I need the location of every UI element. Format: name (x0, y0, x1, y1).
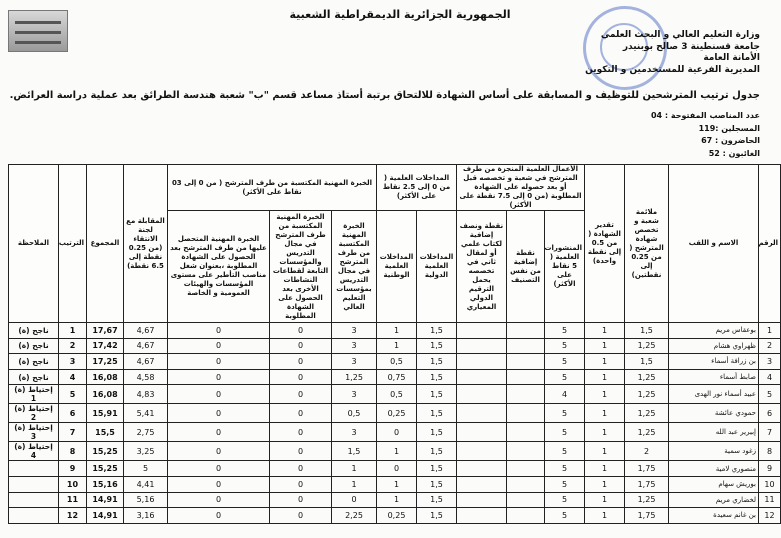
cell-intl: 1,5 (417, 423, 457, 442)
table-row (9, 338, 781, 354)
cell-exp-position: 0 (168, 369, 270, 385)
cell-number: 5 (759, 385, 781, 404)
cell-extra-point (507, 338, 545, 354)
cell-intl: 1,5 (417, 338, 457, 354)
cell-intl: 1,5 (417, 385, 457, 404)
ministry-line: وزارة التعليم العالي و البحث العلمي (600, 30, 760, 40)
cell-total: 16,08 (87, 369, 124, 385)
cell-grade: 1 (585, 508, 625, 524)
cell-book-point (457, 354, 507, 370)
cell-book-point (457, 492, 507, 508)
col-header-works-group: الأعمال العلمية المنجزة من طرف المترشح في شعبة و تخصصه قبل أو بعد حصوله على الشهادة المطلوبة (من 0 إلى 7.5 نقطة على الأكثر) (457, 165, 585, 211)
cell-rank: 12 (59, 508, 87, 524)
cell-interview: 5 (124, 461, 168, 477)
cell-note: إحتياط (ة) 4 (9, 442, 59, 461)
cell-suitability: 1,75 (625, 461, 669, 477)
col-header-interview: المقابلة مع لجنة الانتقاء (من 0.25 نقطة إلى 6.5 نقطة) (124, 165, 168, 323)
cell-name: بوعقاس مريم (669, 323, 759, 339)
cell-intl: 1,5 (417, 323, 457, 339)
cell-interview: 4,67 (124, 338, 168, 354)
cell-book-point (457, 476, 507, 492)
cell-national: 1 (377, 338, 417, 354)
cell-suitability: 1,25 (625, 369, 669, 385)
cell-exp-training: 0 (270, 476, 332, 492)
col-header-rank: الترتيب (59, 165, 87, 323)
cell-publications: 4 (545, 385, 585, 404)
cell-exp-teaching: 1 (332, 476, 377, 492)
cell-exp-teaching: 1,5 (332, 442, 377, 461)
cell-grade: 1 (585, 442, 625, 461)
cell-exp-teaching: 0,5 (332, 404, 377, 423)
cell-extra-point (507, 461, 545, 477)
cell-name: زغود سمية (669, 442, 759, 461)
cell-exp-teaching: 3 (332, 323, 377, 339)
col-header-suitability: ملائمة شعبة و تخصص شهادة المترشح ( من 0.25 إلى نقطتين) (625, 165, 669, 323)
cell-extra-point (507, 423, 545, 442)
institution-header (580, 30, 760, 76)
cell-rank: 4 (59, 369, 87, 385)
cell-total: 15,16 (87, 476, 124, 492)
table-row (9, 461, 781, 477)
cell-book-point (457, 442, 507, 461)
cell-suitability: 1,25 (625, 423, 669, 442)
cell-note (9, 461, 59, 477)
col-header-extra-point: نقطة إضافية من نفس التصنيف (507, 211, 545, 323)
cell-intl: 1,5 (417, 354, 457, 370)
cell-name: ظهراوي هشام (669, 338, 759, 354)
table-row (9, 369, 781, 385)
col-header-grade: تقدير الشهادة ( من 0.5 إلى نقطة واحدة) (585, 165, 625, 323)
cell-intl: 1,5 (417, 404, 457, 423)
cell-interview: 5,41 (124, 404, 168, 423)
cell-exp-position: 0 (168, 442, 270, 461)
cell-exp-position: 0 (168, 492, 270, 508)
cell-suitability: 1,25 (625, 385, 669, 404)
cell-total: 16,08 (87, 385, 124, 404)
cell-exp-position: 0 (168, 508, 270, 524)
cell-interview: 4,67 (124, 323, 168, 339)
cell-interview: 3,16 (124, 508, 168, 524)
cell-rank: 5 (59, 385, 87, 404)
cell-note (9, 508, 59, 524)
cell-interview: 2,75 (124, 423, 168, 442)
cell-exp-teaching: 0 (332, 492, 377, 508)
cell-grade: 1 (585, 354, 625, 370)
cell-number: 6 (759, 404, 781, 423)
cell-suitability: 1,25 (625, 338, 669, 354)
cell-book-point (457, 423, 507, 442)
cell-rank: 8 (59, 442, 87, 461)
cell-national: 0,5 (377, 354, 417, 370)
cell-grade: 1 (585, 492, 625, 508)
cell-number: 2 (759, 338, 781, 354)
cell-name: بوريش سهام (669, 476, 759, 492)
table-row (9, 442, 781, 461)
absent-count: الغائبون : 52 (708, 148, 760, 158)
cell-name: عبيد أسماء نور الهدى (669, 385, 759, 404)
cell-exp-teaching: 2,25 (332, 508, 377, 524)
table-row (9, 508, 781, 524)
cell-total: 17,25 (87, 354, 124, 370)
cell-national: 0 (377, 423, 417, 442)
col-header-national: المداخلات العلمية الوطنية (377, 211, 417, 323)
registered-count: المسجلين :119 (698, 123, 760, 133)
cell-exp-teaching: 3 (332, 338, 377, 354)
cell-exp-position: 0 (168, 423, 270, 442)
cell-note: ناجح (ة) (9, 354, 59, 370)
republic-heading: الجمهورية الجزائرية الديمقراطية الشعبية (289, 8, 511, 21)
cell-name: حمودي عائشة (669, 404, 759, 423)
cell-intl: 1,5 (417, 369, 457, 385)
col-header-experience-group: الخبرة المهنية المكتسبة من طرف المترشح ( من 0 إلى 03 نقاط على الأكثر) (168, 165, 377, 211)
col-header-exp-teaching: الخبرة المهنية المكتسبة من طرف المترشح في مجال التدريس بمؤسسات التعليم العالي (332, 211, 377, 323)
cell-exp-position: 0 (168, 338, 270, 354)
cell-publications: 5 (545, 338, 585, 354)
cell-national: 0,25 (377, 508, 417, 524)
col-header-exp-position: الخبرة المهنية المتحصل عليها من طرف المترشح بعد الحصول على الشهادة المطلوبة ،بعنوان شغل مناصب التأطير على مستوى المؤسسات والهيئات العمومية و الخاصة (168, 211, 270, 323)
table-row (9, 423, 781, 442)
table-row (9, 492, 781, 508)
cell-national: 1 (377, 492, 417, 508)
cell-number: 10 (759, 476, 781, 492)
cell-intl: 1,5 (417, 442, 457, 461)
cell-national: 0,5 (377, 385, 417, 404)
col-header-note: الملاحظة (9, 165, 59, 323)
cell-extra-point (507, 369, 545, 385)
cell-exp-training: 0 (270, 508, 332, 524)
cell-rank: 3 (59, 354, 87, 370)
cell-publications: 5 (545, 476, 585, 492)
results-table (8, 164, 781, 524)
cell-national: 1 (377, 323, 417, 339)
table-row (9, 404, 781, 423)
open-posts: عدد المناصب المفتوحة : 04 (650, 111, 760, 120)
cell-total: 17,42 (87, 338, 124, 354)
cell-number: 7 (759, 423, 781, 442)
cell-book-point (457, 338, 507, 354)
cell-rank: 2 (59, 338, 87, 354)
cell-extra-point (507, 385, 545, 404)
cell-interview: 5,16 (124, 492, 168, 508)
cell-rank: 7 (59, 423, 87, 442)
cell-note: إحتياط (ة) 2 (9, 404, 59, 423)
cell-note: إحتياط (ة) 1 (9, 385, 59, 404)
cell-publications: 5 (545, 461, 585, 477)
cell-name: صابط أسماء (669, 369, 759, 385)
table-row (9, 385, 781, 404)
cell-total: 14,91 (87, 492, 124, 508)
cell-exp-training: 0 (270, 492, 332, 508)
cell-intl: 1,5 (417, 461, 457, 477)
cell-rank: 1 (59, 323, 87, 339)
col-header-interventions-group: المداخلات العلمية ( من 0 إلى 2.5 نقاط على الأكثر) (377, 165, 457, 211)
cell-suitability: 1,5 (625, 323, 669, 339)
cell-intl: 1,5 (417, 492, 457, 508)
cell-suitability: 1,75 (625, 508, 669, 524)
cell-national: 0,75 (377, 369, 417, 385)
cell-grade: 1 (585, 369, 625, 385)
cell-book-point (457, 369, 507, 385)
cell-national: 0,25 (377, 404, 417, 423)
cell-extra-point (507, 476, 545, 492)
cell-exp-teaching: 3 (332, 423, 377, 442)
table-row (9, 354, 781, 370)
university-logo (8, 10, 68, 52)
cell-suitability: 1,25 (625, 404, 669, 423)
cell-publications: 5 (545, 492, 585, 508)
cell-publications: 5 (545, 423, 585, 442)
cell-exp-teaching: 1 (332, 461, 377, 477)
stats-block (600, 110, 760, 160)
cell-note (9, 476, 59, 492)
cell-number: 12 (759, 508, 781, 524)
cell-total: 15,5 (87, 423, 124, 442)
cell-national: 1 (377, 442, 417, 461)
cell-extra-point (507, 508, 545, 524)
cell-exp-training: 0 (270, 369, 332, 385)
cell-intl: 1,5 (417, 508, 457, 524)
cell-number: 9 (759, 461, 781, 477)
cell-exp-position: 0 (168, 404, 270, 423)
cell-interview: 3,25 (124, 442, 168, 461)
cell-interview: 4,83 (124, 385, 168, 404)
col-header-publications: المنشورات العلمية ( 5 نقاط على الأكثر) (545, 211, 585, 323)
cell-extra-point (507, 492, 545, 508)
cell-name: لخضاري مريم (669, 492, 759, 508)
cell-grade: 1 (585, 476, 625, 492)
cell-number: 4 (759, 369, 781, 385)
cell-suitability: 1,75 (625, 476, 669, 492)
cell-rank: 9 (59, 461, 87, 477)
cell-note: ناجح (ة) (9, 338, 59, 354)
directorate-line: المديرية الفرعية للمستخدمين و التكوين (585, 64, 760, 75)
cell-extra-point (507, 323, 545, 339)
col-header-total: المجموع (87, 165, 124, 323)
cell-publications: 5 (545, 369, 585, 385)
cell-publications: 5 (545, 354, 585, 370)
cell-book-point (457, 323, 507, 339)
cell-publications: 5 (545, 442, 585, 461)
cell-national: 1 (377, 476, 417, 492)
cell-number: 1 (759, 323, 781, 339)
cell-exp-teaching: 3 (332, 385, 377, 404)
cell-exp-training: 0 (270, 323, 332, 339)
secretariat-line: الأمانة العامة (703, 53, 760, 63)
results-table-body (9, 323, 781, 524)
cell-exp-position: 0 (168, 385, 270, 404)
cell-number: 8 (759, 442, 781, 461)
cell-exp-position: 0 (168, 323, 270, 339)
col-header-book-point: نقطة ونصف إضافية لكتاب علمي أو لمقال ثاني في تخصصه يحمل الترقيم الدولي المعياري (457, 211, 507, 323)
cell-extra-point (507, 354, 545, 370)
cell-interview: 4,67 (124, 354, 168, 370)
col-header-number: الرقم (759, 165, 781, 323)
cell-number: 3 (759, 354, 781, 370)
cell-grade: 1 (585, 423, 625, 442)
cell-exp-training: 0 (270, 461, 332, 477)
cell-rank: 11 (59, 492, 87, 508)
cell-exp-training: 0 (270, 423, 332, 442)
cell-total: 15,91 (87, 404, 124, 423)
cell-note (9, 492, 59, 508)
cell-intl: 1,5 (417, 476, 457, 492)
cell-publications: 5 (545, 323, 585, 339)
cell-rank: 10 (59, 476, 87, 492)
col-header-intl: المداخلات العلمية الدولية (417, 211, 457, 323)
cell-note: ناجح (ة) (9, 323, 59, 339)
cell-exp-teaching: 1,25 (332, 369, 377, 385)
cell-extra-point (507, 404, 545, 423)
cell-book-point (457, 508, 507, 524)
cell-total: 15,25 (87, 461, 124, 477)
cell-grade: 1 (585, 385, 625, 404)
col-header-exp-training: الخبرة المهنية المكتسبة من طرف المترشح في مجال التدريس والمؤسسات التابعة لقطاعات النشاطات الأخرى بعد الحصول على الشهادة المطلوبة (270, 211, 332, 323)
cell-book-point (457, 461, 507, 477)
cell-total: 17,67 (87, 323, 124, 339)
cell-book-point (457, 385, 507, 404)
cell-name: منصوري لامية (669, 461, 759, 477)
cell-name: إبيرير عبد الله (669, 423, 759, 442)
cell-name: بن زرافة أسماء (669, 354, 759, 370)
cell-exp-training: 0 (270, 338, 332, 354)
cell-rank: 6 (59, 404, 87, 423)
cell-suitability: 1,25 (625, 492, 669, 508)
cell-exp-training: 0 (270, 385, 332, 404)
cell-number: 11 (759, 492, 781, 508)
cell-book-point (457, 404, 507, 423)
cell-interview: 4,58 (124, 369, 168, 385)
cell-note: ناجح (ة) (9, 369, 59, 385)
cell-total: 14,91 (87, 508, 124, 524)
cell-grade: 1 (585, 338, 625, 354)
results-table-wrapper (8, 164, 778, 524)
cell-grade: 1 (585, 404, 625, 423)
cell-exp-position: 0 (168, 461, 270, 477)
table-row (9, 476, 781, 492)
cell-exp-position: 0 (168, 354, 270, 370)
cell-publications: 5 (545, 404, 585, 423)
cell-publications: 5 (545, 508, 585, 524)
cell-exp-training: 0 (270, 404, 332, 423)
document-title: جدول ترتيب المترشحين للتوظيف و المسابقة على أساس الشهادة للالتحاق برتبة أستاذ مساعد قسم "ب" شعبة هندسة الطرائق بعد عملية دراسة العرائض. (9, 90, 760, 101)
cell-note: إحتياط (ة) 3 (9, 423, 59, 442)
university-line: جامعة قسنطينة 3 صالح بوبنيدر (622, 41, 760, 52)
cell-exp-training: 0 (270, 354, 332, 370)
cell-interview: 4,41 (124, 476, 168, 492)
cell-grade: 1 (585, 323, 625, 339)
col-header-name: الاسم و اللقب (669, 165, 759, 323)
cell-suitability: 2 (625, 442, 669, 461)
cell-exp-training: 0 (270, 442, 332, 461)
cell-national: 0 (377, 461, 417, 477)
cell-suitability: 1,5 (625, 354, 669, 370)
cell-exp-position: 0 (168, 476, 270, 492)
cell-name: بن غانم سعيدة (669, 508, 759, 524)
cell-total: 15,25 (87, 442, 124, 461)
cell-exp-teaching: 3 (332, 354, 377, 370)
present-count: الحاضرون : 67 (701, 136, 760, 145)
cell-extra-point (507, 442, 545, 461)
cell-grade: 1 (585, 461, 625, 477)
table-row (9, 323, 781, 339)
